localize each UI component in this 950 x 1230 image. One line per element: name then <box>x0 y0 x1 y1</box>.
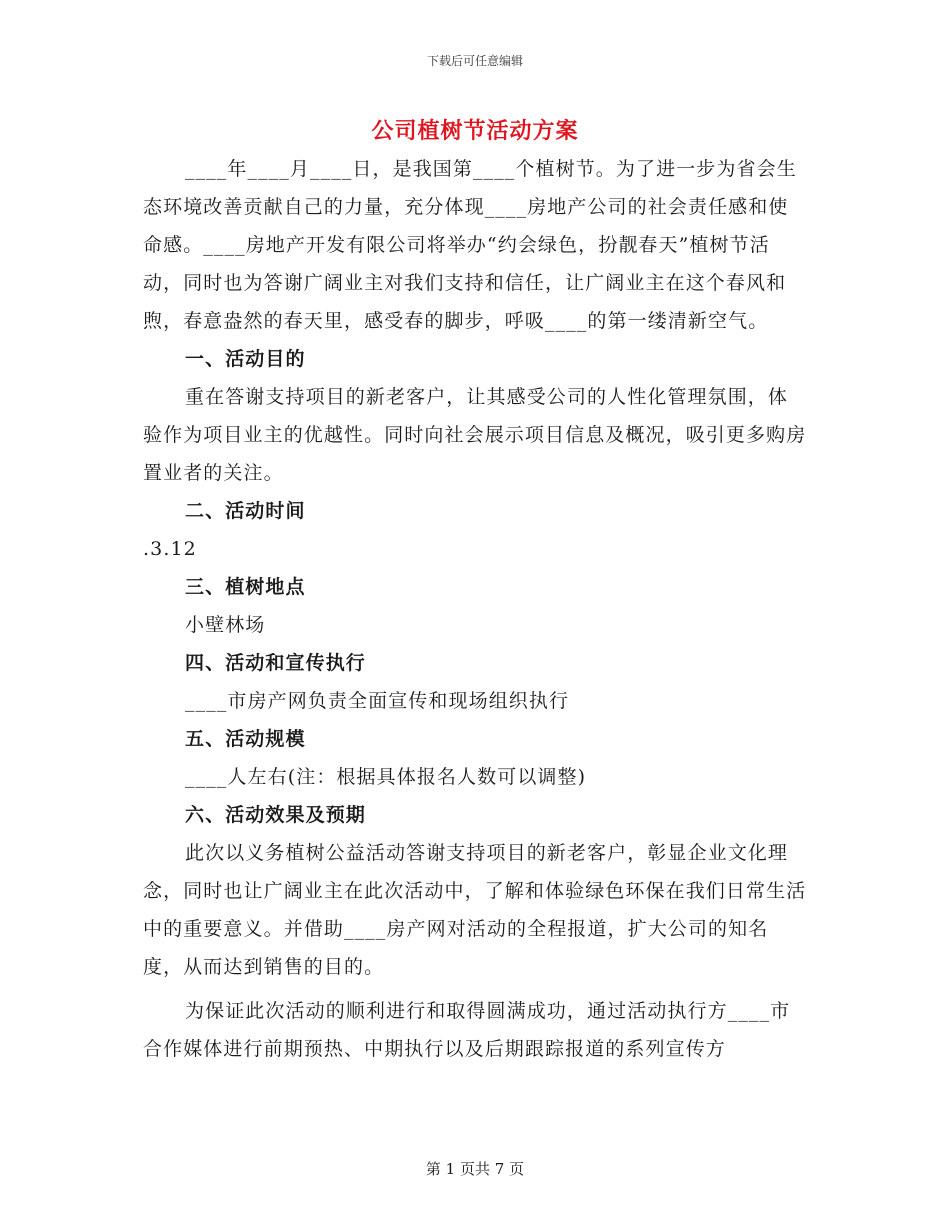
section-body-execution: ____市房产网负责全面宣传和现场组织执行 <box>185 690 570 712</box>
section-heading-scale: 五、活动规模 <box>185 728 306 750</box>
intro-paragraph: ____年____月____日，是我国第____个植树节。为了进一步为省会生态环境改善贡献自己的力量，充分体现____房地产公司的社会责任感和使命感。____房地产开发有限公司将举办“约会绿色，扮靓春天”植树节活动，同时也为答谢广阔业主对我们支持和信任，让广阔业主在这个春风和煦，春意盎然的春天里，感受春的脚步，呼吸____的第一缕清新空气。 <box>143 158 797 332</box>
section-heading-time: 二、活动时间 <box>185 500 306 522</box>
section-body-location: 小壁林场 <box>185 614 266 636</box>
section-heading-effect: 六、活动效果及预期 <box>185 804 366 826</box>
section-body-scale: ____人左右(注：根据具体报名人数可以调整) <box>185 766 587 788</box>
section-body-effect-2: 为保证此次活动的顺利进行和取得圆满成功，通过活动执行方____市合作媒体进行前期预热、中期执行以及后期跟踪报道的系列宣传方 <box>143 1000 791 1060</box>
section-body-effect-1: 此次以义务植树公益活动答谢支持项目的新老客户，彰显企业文化理念，同时也让广阔业主在此次活动中，了解和体验绿色环保在我们日常生活中的重要意义。并借助____房产网对活动的全程报道，扩大公司的知名度，从而达到销售的目的。 <box>143 842 807 978</box>
section-heading-location: 三、植树地点 <box>185 576 306 598</box>
document-title: 公司植树节活动方案 <box>371 118 579 144</box>
section-heading-purpose: 一、活动目的 <box>185 348 306 370</box>
page-header: 下载后可任意编辑 <box>426 54 523 68</box>
section-body-time: .3.12 <box>143 538 197 560</box>
section-heading-execution: 四、活动和宣传执行 <box>185 652 366 674</box>
section-body-purpose: 重在答谢支持项目的新老客户，让其感受公司的人性化管理氛围，体验作为项目业主的优越性。同时向社会展示项目信息及概况，吸引更多购房置业者的关注。 <box>143 386 807 484</box>
document-body <box>143 150 807 1068</box>
page-footer: 第 1 页共 7 页 <box>425 1160 525 1178</box>
